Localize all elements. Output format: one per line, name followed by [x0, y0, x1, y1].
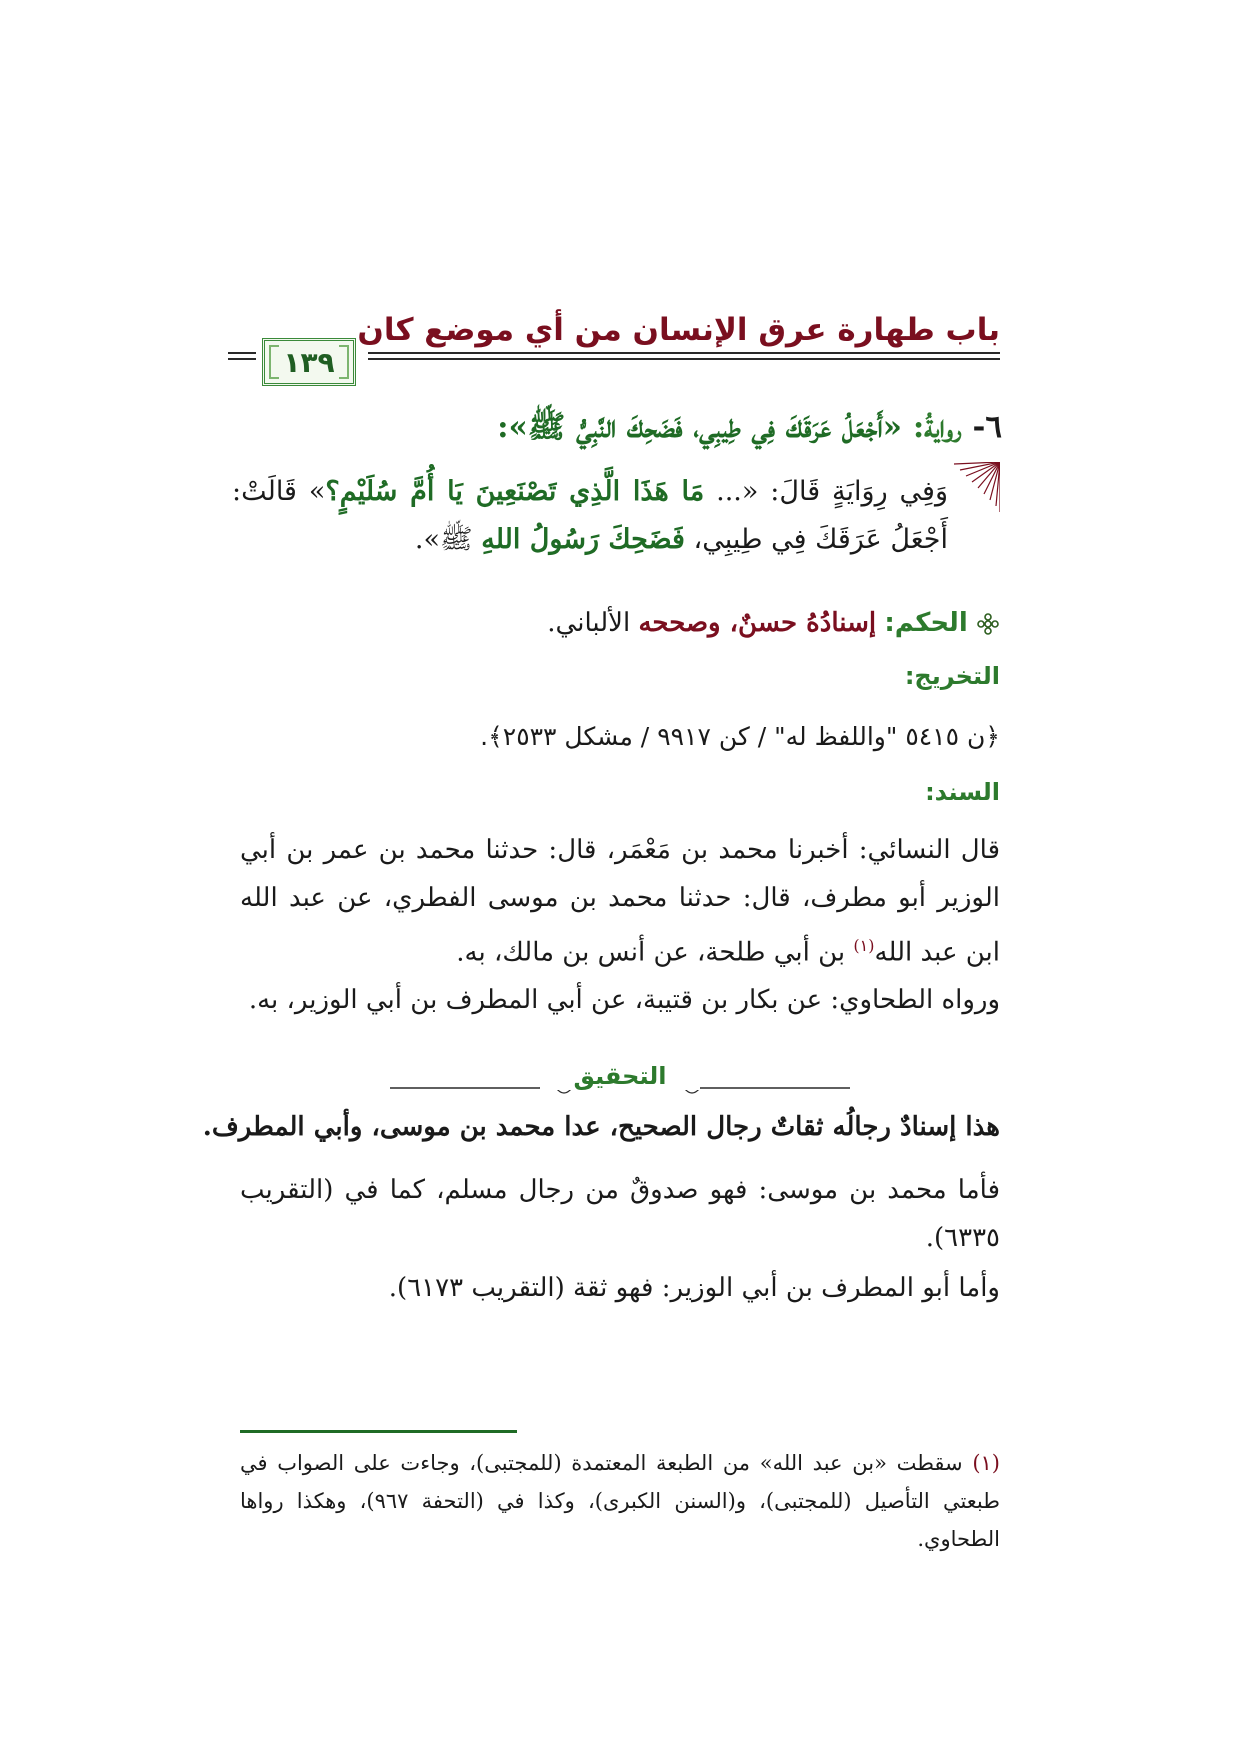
page-number-badge — [262, 338, 356, 386]
hadith-part-1: وَفِي رِوَايَةٍ قَالَ: «... — [704, 476, 948, 507]
hukm-line — [547, 608, 1000, 638]
sanad-label: السند: — [925, 778, 1000, 806]
running-title: باب طهارة عرق الإنسان من أي موضع كان — [357, 312, 1000, 348]
hadith-part-2: » قَالَتْ: أَجْعَلُ عَرَقَكَ فِي طِيبِي، — [232, 476, 948, 555]
flower-ornament-icon — [976, 612, 1000, 636]
footnote-rule — [240, 1430, 517, 1433]
hukm-label: الحكم: — [884, 608, 968, 638]
hadith-text — [232, 468, 948, 564]
section-label: روايةُ: — [912, 409, 962, 445]
footnote-number: (١) — [972, 1451, 1000, 1475]
hukm-grade: إسنادُهُ حسنٌ، وصححه — [638, 608, 877, 638]
hadith-bold-2: فَضَحِكَ رَسُولُ اللهِ — [481, 524, 685, 555]
tahqiq-paragraph-1: فأما محمد بن موسى: فهو صدوقٌ من رجال مسلم، كما في (التقريب ٦٣٣٥). — [240, 1175, 1000, 1253]
corner-ornament-icon — [950, 462, 1000, 512]
header-rule-left — [228, 352, 256, 354]
tahqiq-summary: هذا إسنادٌ رجالُه ثقاتٌ رجال الصحيح، عدا محمد بن موسى، وأبي المطرف. — [202, 1112, 1000, 1142]
hadith-part-3: ﷺ». — [414, 524, 482, 555]
sanad-paragraph-2: ورواه الطحاوي: عن بكار بن قتيبة، عن أبي المطرف بن أبي الوزير، به. — [248, 985, 1000, 1015]
section-quote: «أَجْعَلُ عَرَقَكَ فِي طِيبِي، فَضَحِكَ النَّبِيُّ ﷺ»: — [497, 409, 903, 445]
footnote-ref: (١) — [853, 936, 875, 955]
section-number: ٦- — [972, 409, 1002, 445]
sanad-text-b: بن أبي طلحة، عن أنس بن مالك، به. — [456, 937, 854, 968]
header-rule-right-2 — [368, 358, 1000, 360]
tahqiq-paragraph-2: وأما أبو المطرف بن أبي الوزير: فهو ثقة (التقريب ٦١٧٣). — [388, 1273, 1000, 1303]
tahqiq-heading: التحقيق — [540, 1062, 700, 1090]
header-rule-right — [368, 352, 1000, 354]
sanad-text-a: قال النسائي: أخبرنا محمد بن مَعْمَر، قال: حدثنا محمد بن عمر بن أبي الوزير أبو مطرف، قال: حدثنا محمد بن موسى الفطري، عن عبد الله ابن عبد الله — [240, 835, 1000, 968]
takhrij-label: التخريج: — [904, 662, 1000, 690]
footnote-text: سقطت «بن عبد الله» من الطبعة المعتمدة (للمجتبى)، وجاءت على الصواب في طبعتي التأصيل (للمجتبى)، و(السنن الكبرى)، وكذا في (التحفة ٩٦٧)، وهكذا رواها الطحاوي. — [240, 1451, 1000, 1551]
hadith-bold-1: مَا هَذَا الَّذِي تَصْنَعِينَ يَا أُمَّ سُلَيْمٍ؟ — [325, 476, 705, 507]
footnote — [240, 1444, 1000, 1558]
sanad-paragraph-1 — [240, 826, 1000, 977]
takhrij-text: ﴿ن ٥٤١٥ "واللفظ له" / كن ٩٩١٧ / مشكل ٢٥٣٣﴾. — [480, 722, 1000, 751]
section-heading — [497, 408, 1002, 453]
header-rule-left-2 — [228, 358, 256, 360]
hukm-rest: الألباني. — [547, 608, 639, 638]
page-number: ١٣٩ — [283, 345, 335, 379]
